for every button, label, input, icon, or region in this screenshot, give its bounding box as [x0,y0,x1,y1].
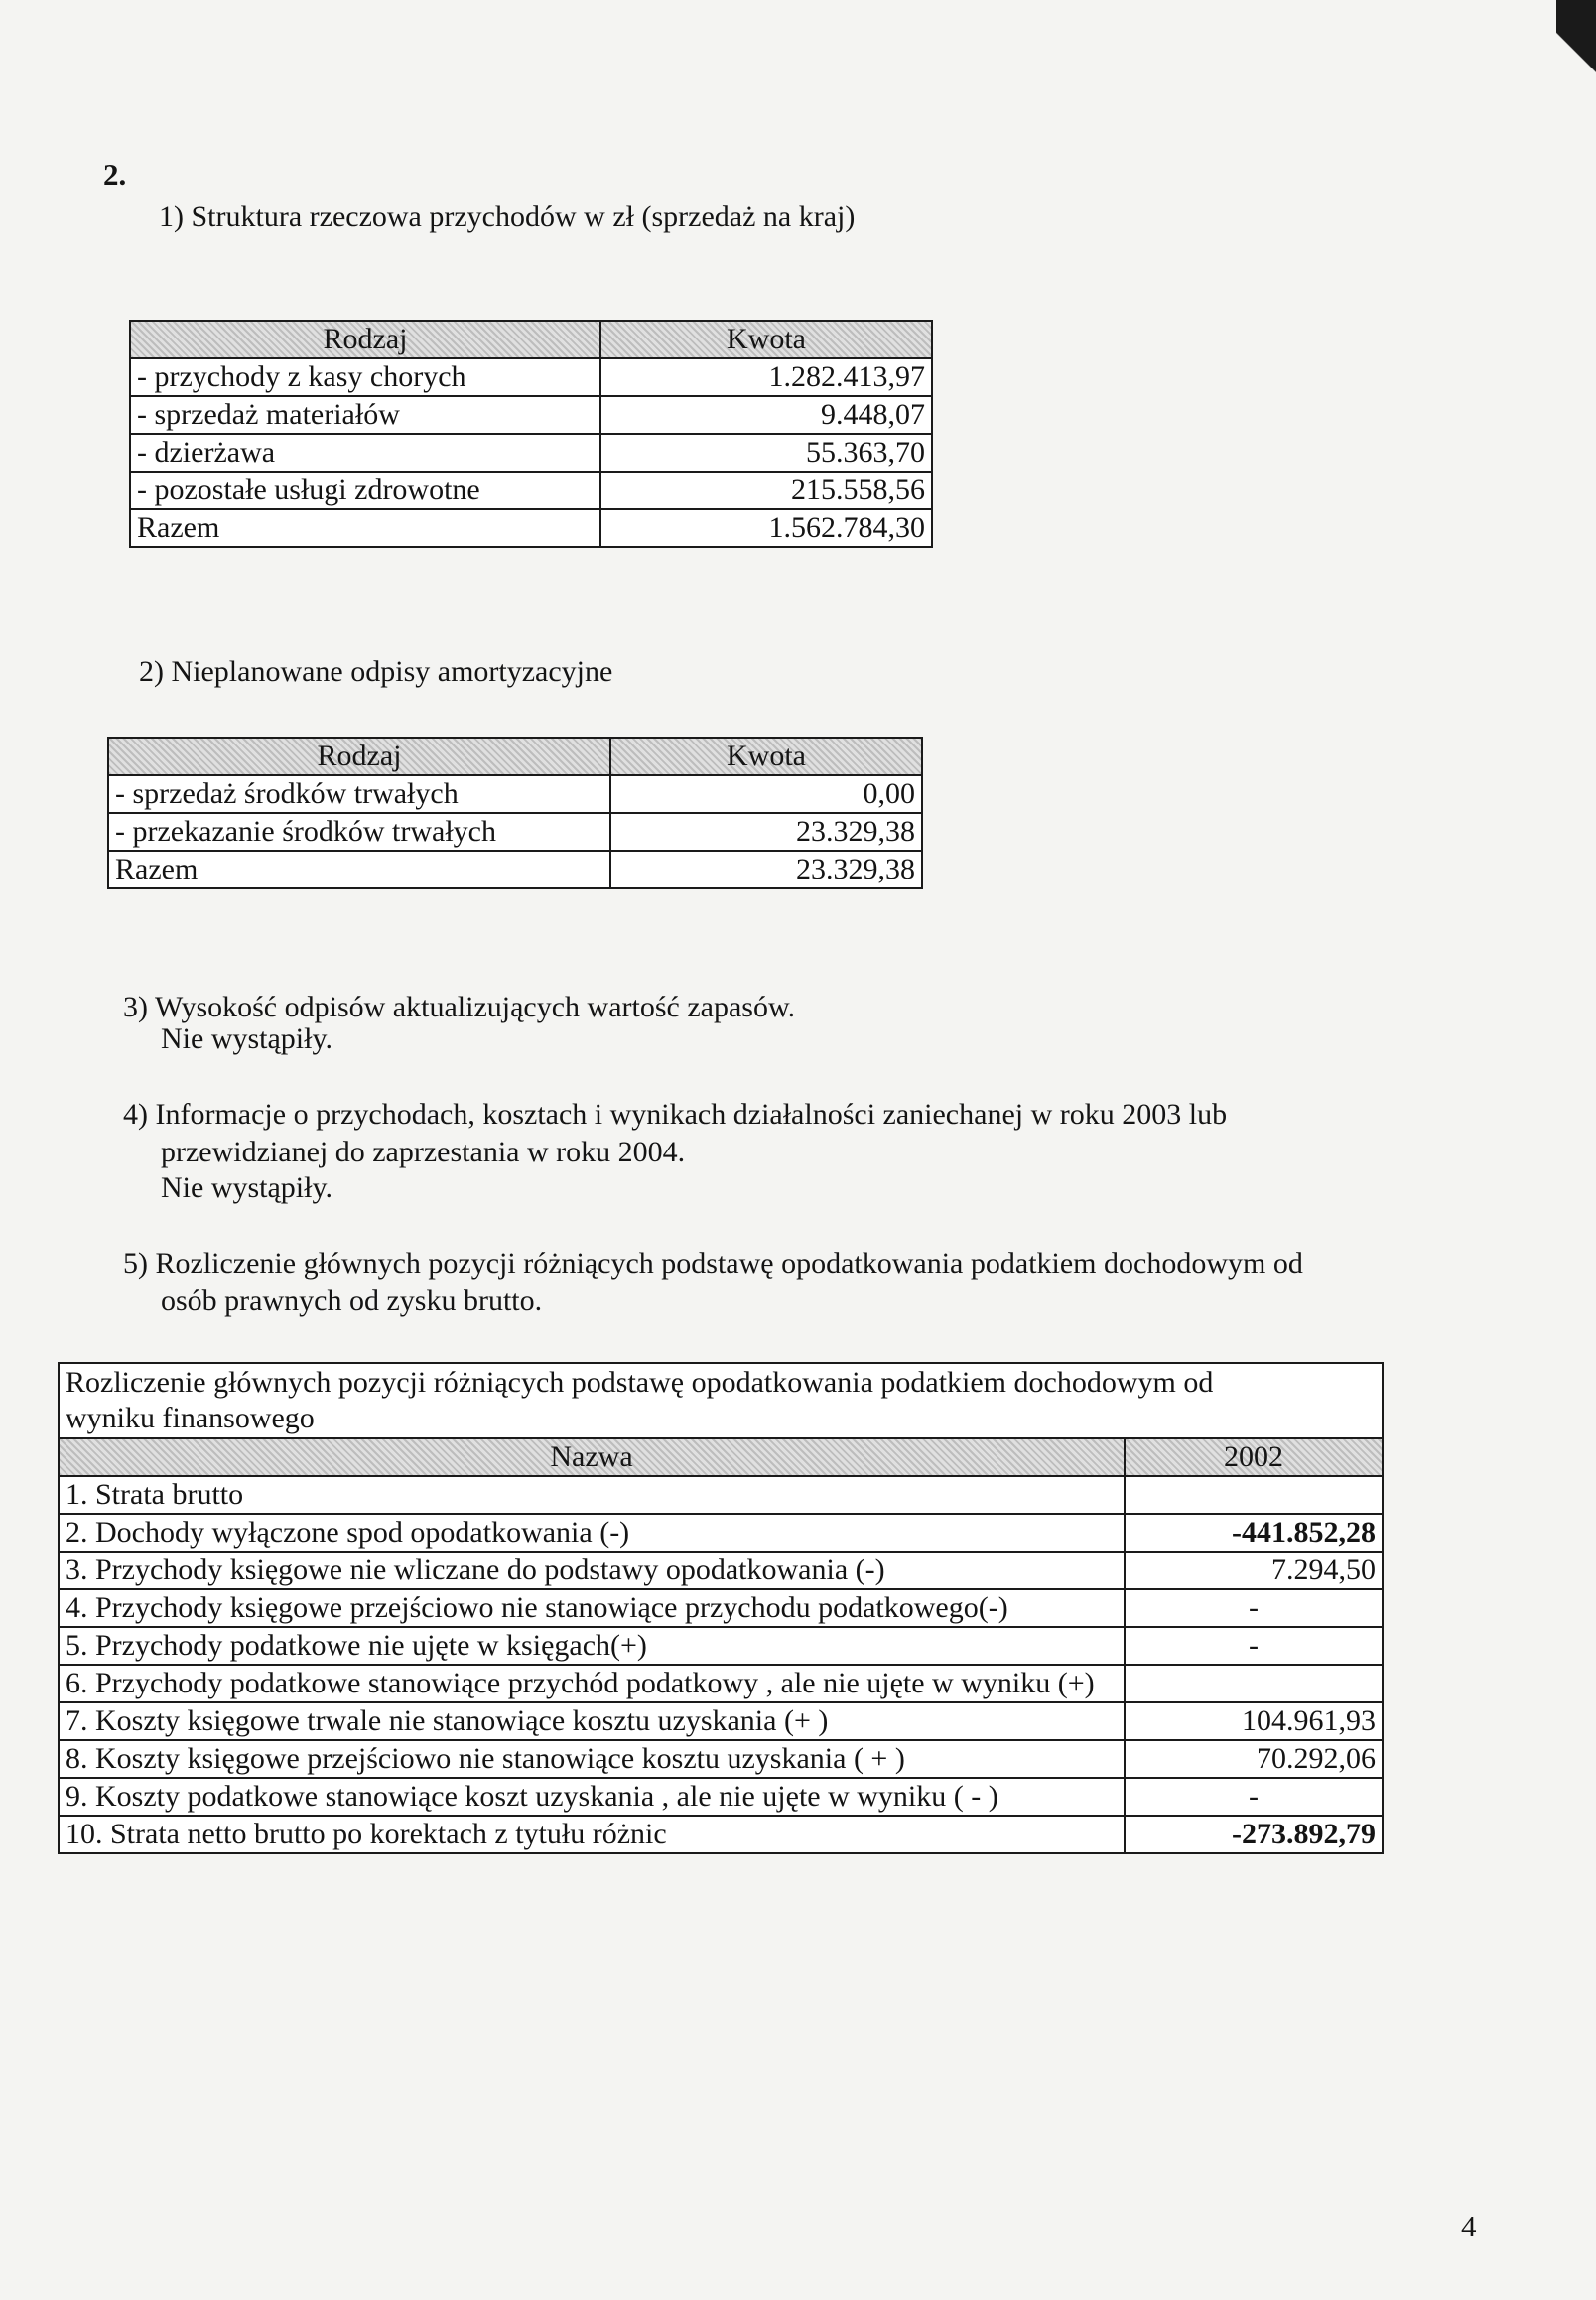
table-row [108,813,922,851]
table-row [59,1627,1383,1665]
tax-reconciliation-table [58,1362,1384,1854]
row-amount: 9.448,07 [600,396,932,434]
row-amount: 23.329,38 [610,851,922,888]
inventory-writeoff-heading: 3) Wysokość odpisów aktualizujących wartość zapasów. [123,991,796,1023]
row-label: 10. Strata netto brutto po korektach z tytułu różnic [59,1816,1125,1853]
header-amount: Kwota [610,738,922,775]
inventory-writeoff-note: Nie wystąpiły. [161,1022,333,1055]
row-label: 6. Przychody podatkowe stanowiące przychód podatkowy , ale nie ujęte w wyniku (+) [59,1665,1125,1702]
row-label: 4. Przychody księgowe przejściowo nie stanowiące przychodu podatkowego(-) [59,1589,1125,1627]
table-title-line1: Rozliczenie głównych pozycji różniących podstawę opodatkowania podatkiem dochodowym od [66,1366,1214,1399]
total-row [59,1816,1383,1853]
depreciation-heading: 2) Nieplanowane odpisy amortyzacyjne [139,655,613,688]
table-title [59,1363,1383,1438]
row-value: - [1125,1589,1383,1627]
table-title-line2: wyniku finansowego [66,1402,315,1434]
row-label: - sprzedaż materiałów [130,396,600,434]
row-value: 7.294,50 [1125,1552,1383,1589]
table-row [59,1476,1383,1514]
row-label: Razem [130,509,600,547]
table-row [59,1740,1383,1778]
table-row [59,1514,1383,1552]
row-label: Razem [108,851,610,888]
revenue-structure-table [129,320,933,548]
table-row [59,1552,1383,1589]
table-row [130,472,932,509]
row-amount: 55.363,70 [600,434,932,472]
table-header-row [130,321,932,358]
row-value: -273.892,79 [1125,1816,1383,1853]
table-header-row [59,1438,1383,1476]
row-label: 2. Dochody wyłączone spod opodatkowania (-) [59,1514,1125,1552]
page-number: 4 [1461,2209,1477,2243]
row-label: - pozostałe usługi zdrowotne [130,472,600,509]
scan-edge [1556,0,1596,119]
discontinued-ops-note: Nie wystąpiły. [161,1171,333,1204]
row-amount: 0,00 [610,775,922,813]
row-value [1125,1665,1383,1702]
table-header-row [108,738,922,775]
discontinued-ops-heading-line1: 4) Informacje o przychodach, kosztach i wynikach działalności zaniechanej w roku 2003 lub [123,1098,1228,1131]
header-name: Nazwa [59,1438,1125,1476]
row-amount: 1.562.784,30 [600,509,932,547]
table-row [59,1702,1383,1740]
row-label: 3. Przychody księgowe nie wliczane do podstawy opodatkowania (-) [59,1552,1125,1589]
row-amount: 23.329,38 [610,813,922,851]
table-row [130,396,932,434]
row-label: - dzierżawa [130,434,600,472]
row-label: - sprzedaż środków trwałych [108,775,610,813]
header-type: Rodzaj [108,738,610,775]
table-title-row [59,1363,1383,1438]
row-amount: 215.558,56 [600,472,932,509]
row-label: - przekazanie środków trwałych [108,813,610,851]
row-value [1125,1476,1383,1514]
total-row [130,509,932,547]
revenue-structure-heading: 1) Struktura rzeczowa przychodów w zł (sprzedaż na kraj) [159,201,856,233]
row-value: - [1125,1778,1383,1816]
tax-reconciliation-heading-line2: osób prawnych od zysku brutto. [161,1285,543,1317]
table-row [59,1778,1383,1816]
row-value: -441.852,28 [1125,1514,1383,1552]
row-value: - [1125,1627,1383,1665]
tax-reconciliation-heading-line1: 5) Rozliczenie głównych pozycji różniących podstawę opodatkowania podatkiem dochodowym od [123,1247,1303,1280]
row-value: 70.292,06 [1125,1740,1383,1778]
depreciation-table [107,737,923,889]
row-amount: 1.282.413,97 [600,358,932,396]
table-row [130,358,932,396]
table-row [130,434,932,472]
table-row [59,1665,1383,1702]
header-amount: Kwota [600,321,932,358]
total-row [108,851,922,888]
discontinued-ops-heading-line2: przewidzianej do zaprzestania w roku 2004. [161,1136,686,1168]
row-label: - przychody z kasy chorych [130,358,600,396]
row-label: 8. Koszty księgowe przejściowo nie stanowiące kosztu uzyskania ( + ) [59,1740,1125,1778]
table-row [108,775,922,813]
row-label: 7. Koszty księgowe trwale nie stanowiące kosztu uzyskania (+ ) [59,1702,1125,1740]
header-year: 2002 [1125,1438,1383,1476]
header-type: Rodzaj [130,321,600,358]
row-label: 5. Przychody podatkowe nie ujęte w księgach(+) [59,1627,1125,1665]
row-label: 9. Koszty podatkowe stanowiące koszt uzyskania , ale nie ujęte w wyniku ( - ) [59,1778,1125,1816]
row-label: 1. Strata brutto [59,1476,1125,1514]
table-row [59,1589,1383,1627]
section-number: 2. [103,157,127,192]
row-value: 104.961,93 [1125,1702,1383,1740]
